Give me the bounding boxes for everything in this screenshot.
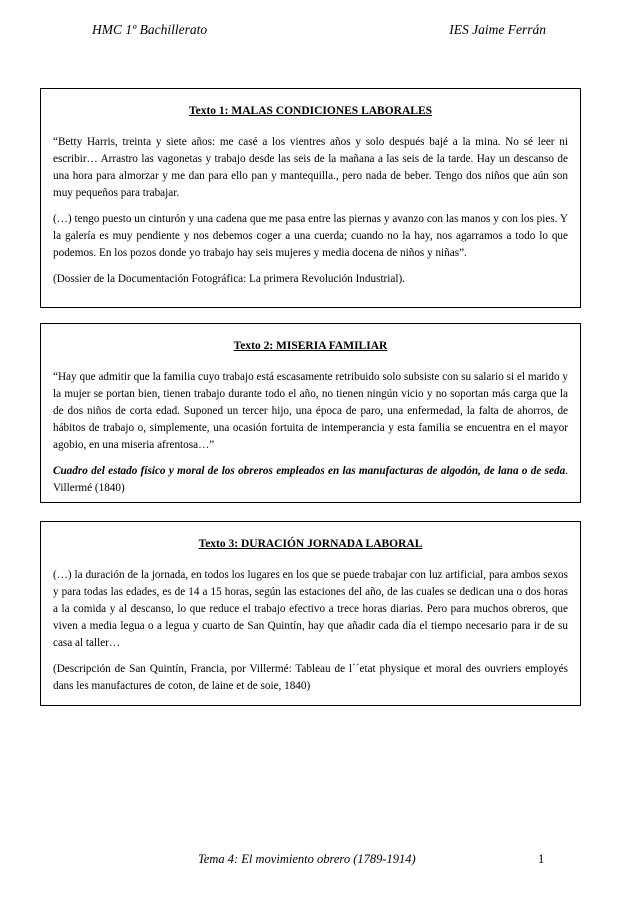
footer-topic: Tema 4: El movimiento obrero (1789-1914) <box>198 852 416 866</box>
header-school: IES Jaime Ferrán <box>449 22 546 37</box>
text-2-source <box>53 463 568 497</box>
text-3-source: (Descripción de San Quintín, Francia, por Villermé: Tableau de l´´etat physique et moral des ouvriers employés dans les manufactures de coton, de laine et de soie, 1840) <box>53 663 568 692</box>
text-1-source: (Dossier de la Documentación Fotográfica: La primera Revolución Industrial). <box>53 273 405 285</box>
text-3-title: Texto 3: DURACIÓN JORNADA LABORAL <box>198 538 423 550</box>
text-box-2 <box>40 323 581 503</box>
header-course: HMC 1º Bachillerato <box>92 22 208 37</box>
text-3-paragraph-1: (…) la duración de la jornada, en todos los lugares en los que se puede trabajar con luz artificial, para ambos sexos y para todas las edades, es de 14 a 15 horas, según las estaciones del año, de las cuales se dedican una o dos horas a la comida y al descanso, lo que reduce el trabajo efectivo a trece horas diarias. Pero para muchos obreros, que viven a media legua o a legua y cuarto de San Quintín, hay que añadir cada día el tiempo necesario para ir de su casa al taller… <box>53 569 568 649</box>
text-1-paragraph-2: (…) tengo puesto un cinturón y una cadena que me pasa entre las piernas y avanzo con las manos y con los pies. Y la galería es muy pendiente y nos debemos coger a una cuerda; cuando no la hay, nos agarramos a todo lo que podemos. En los pozos donde yo trabajo hay seis mujeres y media docena de niños y niñas”. <box>53 213 568 259</box>
text-2-source-author: . Villermé (1840) <box>53 465 568 494</box>
page-number: 1 <box>538 852 545 866</box>
text-1-paragraph-1: “Betty Harris, treinta y siete años: me casé a los vientres años y solo después bajé a la mina. No sé leer ni escribir… Arrastro las vagonetas y trabajo desde las seis de la mañana a las seis de la tarde. Hay un descanso de una hora para almorzar y me dan para ello pan y mantequilla., pero nada de beber. Tengo dos niños que aún son muy pequeños para trabajar. <box>53 136 568 199</box>
text-2-title: Texto 2: MISERIA FAMILIAR <box>233 340 388 352</box>
text-2-source-title: Cuadro del estado físico y moral de los obreros empleados en las manufacturas de algodón, de lana o de seda <box>53 465 566 477</box>
text-box-3 <box>40 521 581 706</box>
text-2-paragraph-1: “Hay que admitir que la familia cuyo trabajo está escasamente retribuido solo subsiste con su salario si el marido y la mujer se portan bien, tienen trabajo durante todo el año, no tienen ningún vicio y no soportan más carga que la de dos niños de corta edad. Suponed un tercer hijo, una época de paro, una enfermedad, la falta de ahorros, de hábitos de trabajo o, simplemente, una ocasión fortuita de intemperancia y esta familia se encuentra en el mayor agobio, en una miseria afrentosa…” <box>53 371 568 451</box>
text-box-1 <box>40 88 581 308</box>
text-1-title: Texto 1: MALAS CONDICIONES LABORALES <box>188 105 433 117</box>
